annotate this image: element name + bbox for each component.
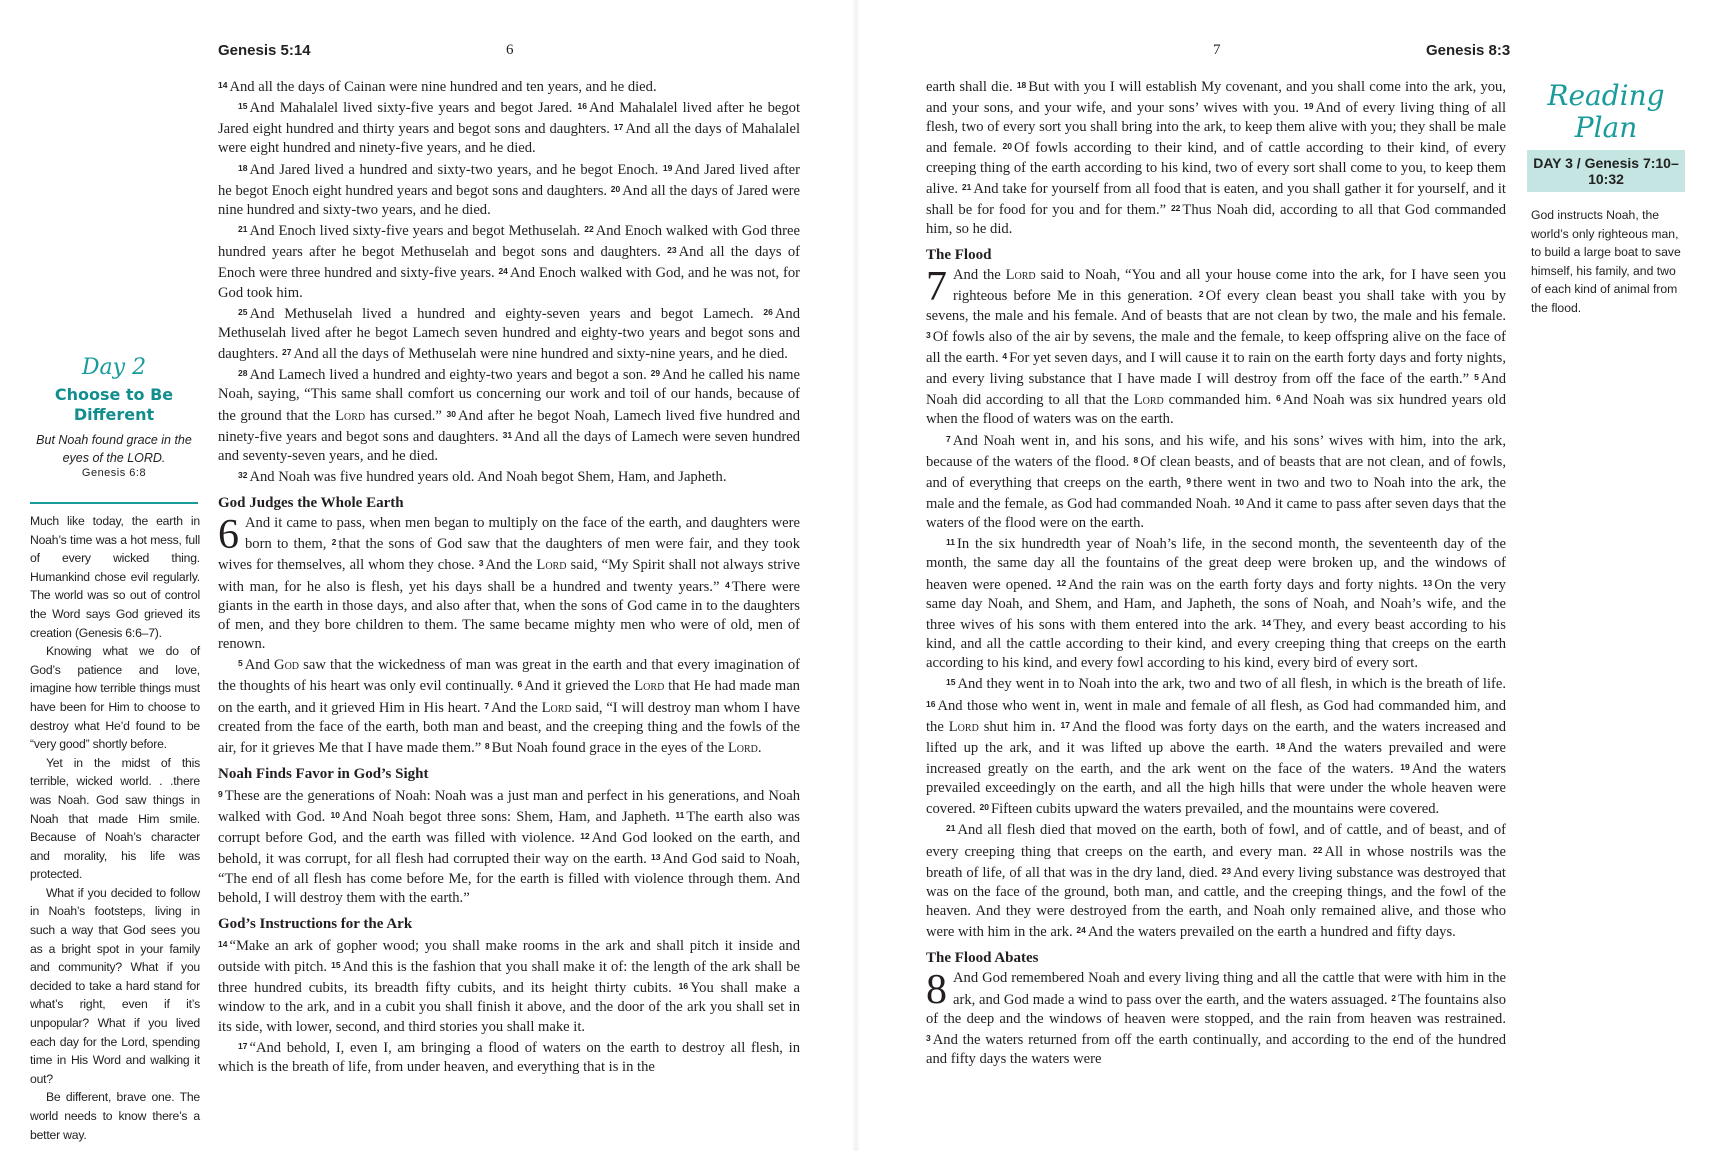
scripture-column-right [926,76,1506,1069]
verse-block: 8 And God remembered Noah and every living thing and all the cattle that were with him in the ark, and God made a wind to pass over the earth, and the waters assuaged. $^2$ The fountains also of the deep and the windows of heaven were stopped, and the rain from heaven was restrained. $^3$ And the waters returned from off the earth continually, and according to the end of the hundred and fifty days the waters were [926,967,1506,1068]
section-heading: God’s Instructions for the Ark [218,915,413,932]
chapter-number: 6 [218,512,239,559]
verse-block: 7 And the Lord said to Noah, “You and all your house come into the ark, for I have seen you righteous before Me in this generation. $^2$ Of every clean beast you shall take with you by sevens, the male and his female. And of beasts that are not clean by two, the male and his female. $^3$ Of fowls also of the air by sevens, the male and the female, to keep offspring alive on the face of all the earth. $^4$ For yet seven days, and I will cause it to rain on the earth forty days and forty nights, and every living substance that I have made I will destroy from off the face of the earth.” $^5$ And Noah did according to all that the Lord commanded him. $^6$ And Noah was six hundred years old when the flood of waters was on the earth. [926,264,1506,428]
running-head-right: Genesis 8:3 [1426,42,1511,59]
scripture-column-left [218,76,800,1077]
devotion-paragraph: Be different, brave one. The world needs to know there’s a better way. [30,1090,200,1142]
verse-block: earth shall die. $^{18}$ But with you I will establish My covenant, and you shall come into the ark, you, and your sons, and your wife, and your sons’ wives with you. $^{19}$ And of every living thing of all flesh, two of every sort you shall bring into the ark, to keep them alive with you; they shall be male and female. $^{20}$ Of fowls according to their kind, and of cattle according to their kind, of every creeping thing of the earth according to his kind, two of every sort shall come to you, to keep them alive. $^{21}$ And take for yourself from all food that is eaten, and you shall gather it for yourself, and it shall be for food for you and for them.” $^{22}$ Thus Noah did, according to all that God commanded him, so he did. [926,79,1507,238]
verse-block: $^{18}$ And Jared lived a hundred and sixty-two years, and he begot Enoch. $^{19}$ And Jared lived after he begot Enoch eight hundred years and begot sons and daughters. $^{20}$ And all the days of Jared were nine hundred and sixty-two years, and he died. [218,161,801,218]
devotion-reference: Genesis 6:8 [81,467,147,479]
verse-block: $^{15}$ And Mahalalel lived sixty-five years and begot Jared. $^{16}$ And Mahalalel lived after he begot Jared eight hundred and thirty years and begot sons and daughters. $^{17}$ And all the days of Mahalalel were eight hundred and ninety-five years, and he died. [218,100,801,157]
devotion-paragraph: Much like today, the earth in Noah’s time was a hot mess, full of every wicked thing. Humankind chose evil regularly. The world was so out of control the Word says God grieved its creation (Genesis 6:6–7). [30,514,200,640]
section-heading: The Flood [926,247,992,264]
reading-plan-box [1527,80,1685,317]
verse-block: $^9$ These are the generations of Noah: Noah was a just man and perfect in his generations, and Noah walked with God. $^{10}$ And Noah begot three sons: Shem, Ham, and Japheth. $^{11}$ The earth also was corrupt before God, and the earth was filled with violence. $^{12}$ And God looked on the earth, and behold, it was corrupt, for all flesh had corrupted their way on the earth. $^{13}$ And God said to Noah, “The end of all flesh has come before Me, for the earth is filled with violence through them. And behold, I will destroy them with the earth.” [218,788,800,906]
verse-block: $^{21}$ And all flesh died that moved on the earth, both of fowl, and of cattle, and of beast, and of every creeping thing that creeps on the earth, and every man. $^{22}$ All in whose nostrils was the breath of life, of all that was in the dry land, died. $^{23}$ And every living substance was destroyed that was on the face of the ground, both man, and cattle, and the creeping things, and the fowl of the heaven. And they were destroyed from the earth, and Noah only remained alive, and those who were with him in the ark. $^{24}$ And the waters prevailed on the earth a hundred and fifty days. [926,822,1506,941]
verse-block: $^{15}$ And they went in to Noah into the ark, two and two of all flesh, in which is the breath of life. $^{16}$ And those who went in, went in male and female of all flesh, as God had commanded him, and the Lord shut him in. $^{17}$ And the flood was forty days on the earth, and the waters increased and lifted up the ark, and it was lifted up above the earth. $^{18}$ And the waters prevailed and were increased greatly on the earth, and the ark went on the face of the waters. $^{19}$ And the waters prevailed exceedingly on the earth, and all the high hills that were under the whole heaven were covered. $^{20}$ Fifteen cubits upward the waters prevailed, and the mountains were covered. [926,676,1507,818]
devotion-verse: But Noah found grace in the eyes of the LORD. [36,433,192,465]
page-number-left: 6 [506,42,514,58]
verse-block: $^{25}$ And Methuselah lived a hundred and eighty-seven years and begot Lamech. $^{26}$ And Methuselah lived after he begot Lamech seven hundred and eighty-two years and begot sons and daughters. $^{27}$ And all the days of Methuselah were nine hundred and sixty-nine years, and he died. [218,305,800,363]
section-heading: The Flood Abates [926,950,1039,967]
verse-block: $^{28}$ And Lamech lived a hundred and eighty-two years and begot a son. $^{29}$ And he called his name Noah, saying, “This same shall comfort us concerning our work and toil of our hands, because of the ground that the Lord has cursed.” $^{30}$ And after he begot Noah, Lamech lived five hundred and ninety-five years and begot sons and daughters. $^{31}$ And all the days of Lamech were seven hundred and seventy-seven years, and he died. [218,367,801,464]
left-page [0,0,855,1151]
chapter-number: 7 [926,264,947,311]
devotion-day: Day 2 [81,355,147,380]
devotion-box [30,355,198,479]
verse-block: $^{14}$ “Make an ark of gopher wood; you shall make rooms in the ark and shall pitch it inside and outside with pitch. $^{15}$ And this is the fashion that you shall make it of: the length of the ark shall be three hundred cubits, its breadth fifty cubits, and its height thirty cubits. $^{16}$ You shall make a window to the ark, and in a cubit you shall finish it above, and the door of the ark you shall set in its side, with lower, second, and third stories you shall make it. [218,937,801,1035]
devotion-body [30,512,200,1144]
section-heading: God Judges the Whole Earth [218,495,404,512]
devotion-paragraph: What if you decided to follow in Noah’s footsteps, living in such a way that God sees you as a bright spot in your family and community? What if you decided to take a hard stand for what’s right, even if it’s unpopular? What if you lived each day for the Lord, spending time in His Word and walking it out? [30,885,200,1086]
reading-plan-title: Reading Plan [1547,79,1665,144]
devotion-paragraph: Knowing what we do of God’s patience and love, imagine how terrible things must have been for Him to choose to destroy what He’d found to be “very good” shortly before. [30,644,200,752]
devotion-divider [30,502,198,504]
verse-block: $^{32}$ And Noah was five hundred years old. And Noah begot Shem, Ham, and Japheth. [238,468,727,485]
verse-block: $^{21}$ And Enoch lived sixty-five years and begot Methuselah. $^{22}$ And Enoch walked with God three hundred years after he begot Methuselah and begot sons and daughters. $^{23}$ And all the days of Enoch were three hundred and sixty-five years. $^{24}$ And Enoch walked with God, and he was not, for God took him. [218,223,800,301]
reading-plan-description: God instructs Noah, the world’s only righteous man, to build a large boat to save himself, his family, and two of each kind of animal from the flood. [1531,208,1681,315]
reading-plan-day-tag: DAY 3 / Genesis 7:10–10:32 [1527,150,1685,192]
verse-block: 6 And it came to pass, when men began to multiply on the face of the earth, and daughters were born to them, $^2$ that the sons of God saw that the daughters of men were fair, and they took wives for themselves, all whom they chose. $^3$ And the Lord said, “My Spirit shall not always strive with man, for he also is flesh, yet his days shall be a hundred and twenty years.” $^4$ There were giants in the earth in those days, and also after that, when the sons of God came in to the daughters of men, and they bore children to them. The same became mighty men who were of old, men of renown. [218,512,801,653]
devotion-title: Choose to Be Different [54,385,174,424]
chapter-number: 8 [926,967,947,1014]
verse-block: $^{11}$ In the six hundredth year of Noah’s life, in the second month, the seventeenth day of the month, the same day all the fountains of the great deep were broken up, and the windows of heaven were opened. $^{12}$ And the rain was on the earth forty days and forty nights. $^{13}$ On the very same day Noah, and Shem, and Ham, and Japheth, the sons of Noah, and Noah’s wife, and the three wives of his sons with them entered into the ark. $^{14}$ They, and every beast according to his kind, and all the cattle according to their kind, and every creeping thing that creeps on the earth according to his kind, and every fowl according to his kind, every bird of every sort. [926,536,1506,672]
verse-block: $^{14}$ And all the days of Cainan were nine hundred and ten years, and he died. [218,79,657,95]
verse-block: $^{17}$ “And behold, I, even I, am bringing a flood of waters on the earth to destroy all flesh, in which is the breath of life, from under heaven, and everything that is in the [218,1039,800,1075]
verse-block: $^7$ And Noah went in, and his sons, and his wife, and his sons’ wives with him, into the ark, because of the waters of the flood. $^8$ Of clean beasts, and of beasts that are not clean, and of fowls, and of everything that creeps on the earth, $^9$ there went in two and two to Noah into the ark, the male and the female, as God had commanded Noah. $^{10}$ And it came to pass after seven days that the waters of the flood were on the earth. [926,432,1506,532]
devotion-paragraph: Yet in the midst of this terrible, wicked world. . .there was Noah. God saw things in Noah that made Him smile. Because of Noah’s character and morality, his life was protected. [30,755,200,882]
section-heading: Noah Finds Favor in God’s Sight [218,766,429,782]
verse-block: $^5$ And God saw that the wickedness of man was great in the earth and that every imagination of the thoughts of his heart was only evil continually. $^6$ And it grieved the Lord that He had made man on the earth, and it grieved Him in His heart. $^7$ And the Lord said, “I will destroy man whom I have created from the face of the earth, both man and beast, and the creeping thing and the fowls of the air, for it grieves Me that I have made them.” $^8$ But Noah found grace in the eyes of the Lord. [218,657,800,756]
page-number-right: 7 [1213,42,1221,58]
running-head-left: Genesis 5:14 [218,42,311,59]
